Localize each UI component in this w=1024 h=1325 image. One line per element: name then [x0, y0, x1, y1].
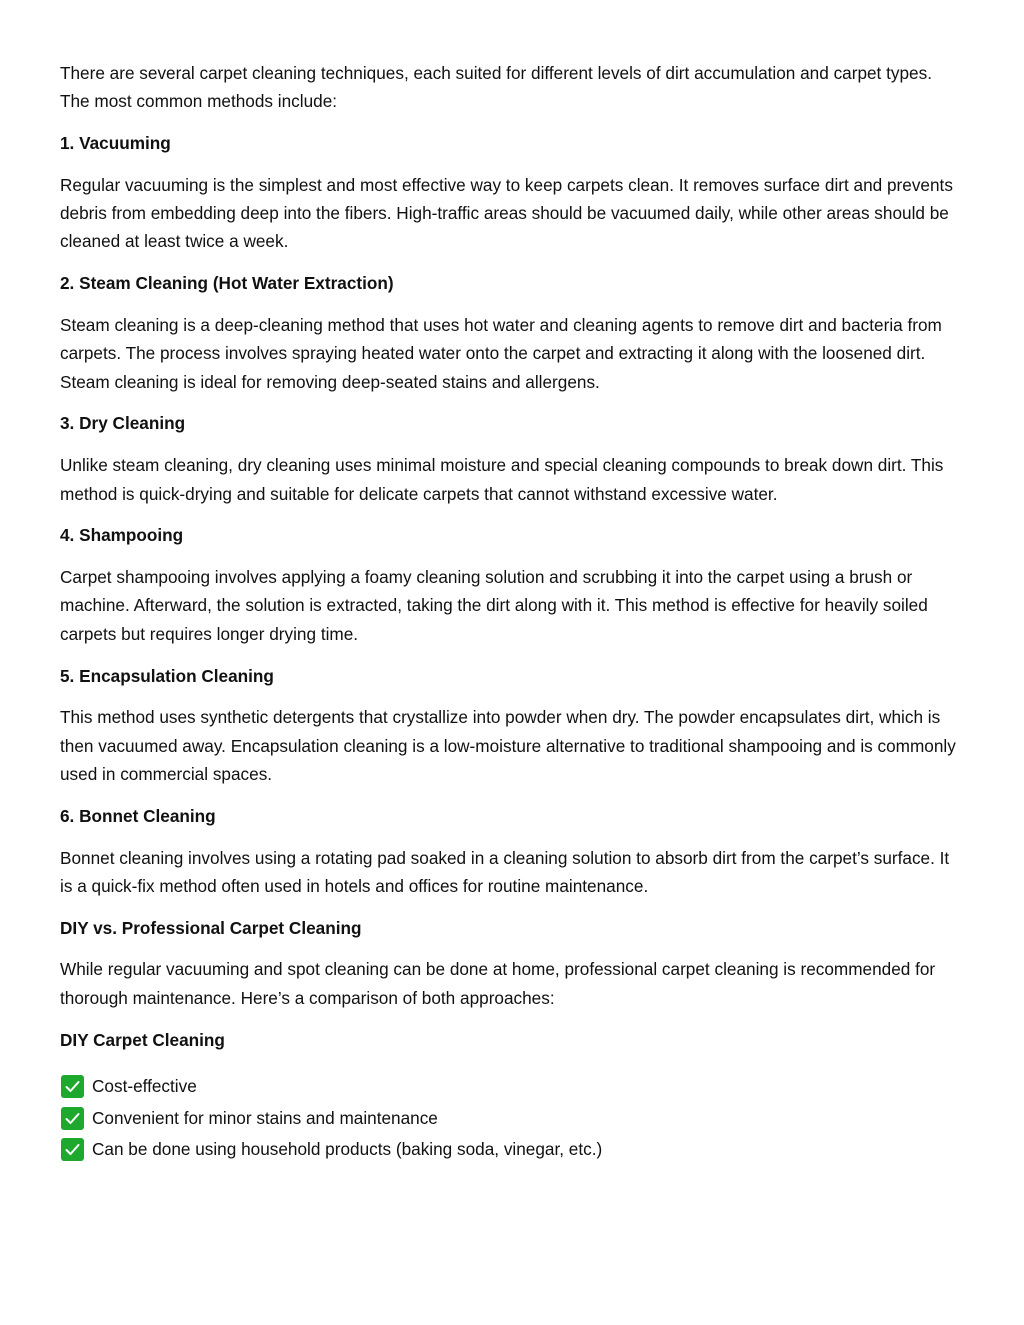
- section-body-shampooing: Carpet shampooing involves applying a foamy cleaning solution and scrubbing it into the carpet using a brush or machine. Afterward, the solution is extracted, taking the dirt along with it. This method is effective for heavily soiled carpets but requires longer drying time.: [60, 567, 928, 644]
- section-heading-dry-cleaning: 3. Dry Cleaning: [60, 413, 186, 434]
- check-mark-icon: [61, 1075, 84, 1098]
- section-body-vacuuming: Regular vacuuming is the simplest and most effective way to keep carpets clean. It removes surface dirt and prevents debris from embedding deep into the fibers. High-traffic areas should be vacuumed daily, while other areas should be cleaned at least twice a week.: [60, 174, 953, 252]
- section-body-steam-cleaning: Steam cleaning is a deep-cleaning method that uses hot water and cleaning agents to remove dirt and bacteria from carpets. The process involves spraying heated water onto the carpet and extracting it along with the loosened dirt. Steam cleaning is ideal for removing deep-seated stains and allergens.: [60, 315, 942, 392]
- checklist-item: [60, 1071, 965, 1103]
- check-mark-icon: [61, 1107, 84, 1130]
- document-page: [60, 59, 965, 1165]
- checklist-item-label: Cost-effective: [92, 1076, 197, 1097]
- section-heading-vacuuming: 1. Vacuuming: [60, 133, 171, 154]
- section-body-bonnet-cleaning: Bonnet cleaning involves using a rotating pad soaked in a cleaning solution to absorb dirt from the carpet’s surface. It is a quick-fix method often used in hotels and offices for routine maintenance.: [60, 847, 950, 896]
- section-heading-shampooing: 4. Shampooing: [60, 525, 184, 546]
- diy-checklist: [60, 1071, 965, 1166]
- checklist-item-label: Can be done using household products (baking soda, vinegar, etc.): [92, 1139, 603, 1160]
- section-body-encapsulation: This method uses synthetic detergents that crystallize into powder when dry. The powder encapsulates dirt, which is then vacuumed away. Encapsulation cleaning is a low-moisture alternative to traditional shampooing and is commonly used in commercial spaces.: [60, 707, 956, 784]
- section-heading-bonnet-cleaning: 6. Bonnet Cleaning: [60, 805, 216, 826]
- intro-paragraph: There are several carpet cleaning techniques, each suited for different levels of dirt accumulation and carpet types. The most common methods include:: [60, 63, 932, 112]
- section-heading-encapsulation: 5. Encapsulation Cleaning: [60, 665, 274, 686]
- checklist-item-label: Convenient for minor stains and maintenance: [92, 1107, 438, 1128]
- section-heading-diy-vs-professional: DIY vs. Professional Carpet Cleaning: [60, 917, 362, 938]
- section-body-dry-cleaning: Unlike steam cleaning, dry cleaning uses minimal moisture and special cleaning compounds to break down dirt. This method is quick-drying and suitable for delicate carpets that cannot withstand excessive water.: [60, 455, 944, 504]
- checklist-item: [60, 1102, 965, 1134]
- section-body-diy-vs-professional: While regular vacuuming and spot cleaning can be done at home, professional carpet cleaning is recommended for thorough maintenance. Here’s a comparison of both approaches:: [60, 959, 936, 1008]
- diy-heading: DIY Carpet Cleaning: [60, 1029, 225, 1050]
- check-mark-icon: [61, 1138, 84, 1161]
- checklist-item: [60, 1134, 965, 1166]
- section-heading-steam-cleaning: 2. Steam Cleaning (Hot Water Extraction): [60, 273, 394, 294]
